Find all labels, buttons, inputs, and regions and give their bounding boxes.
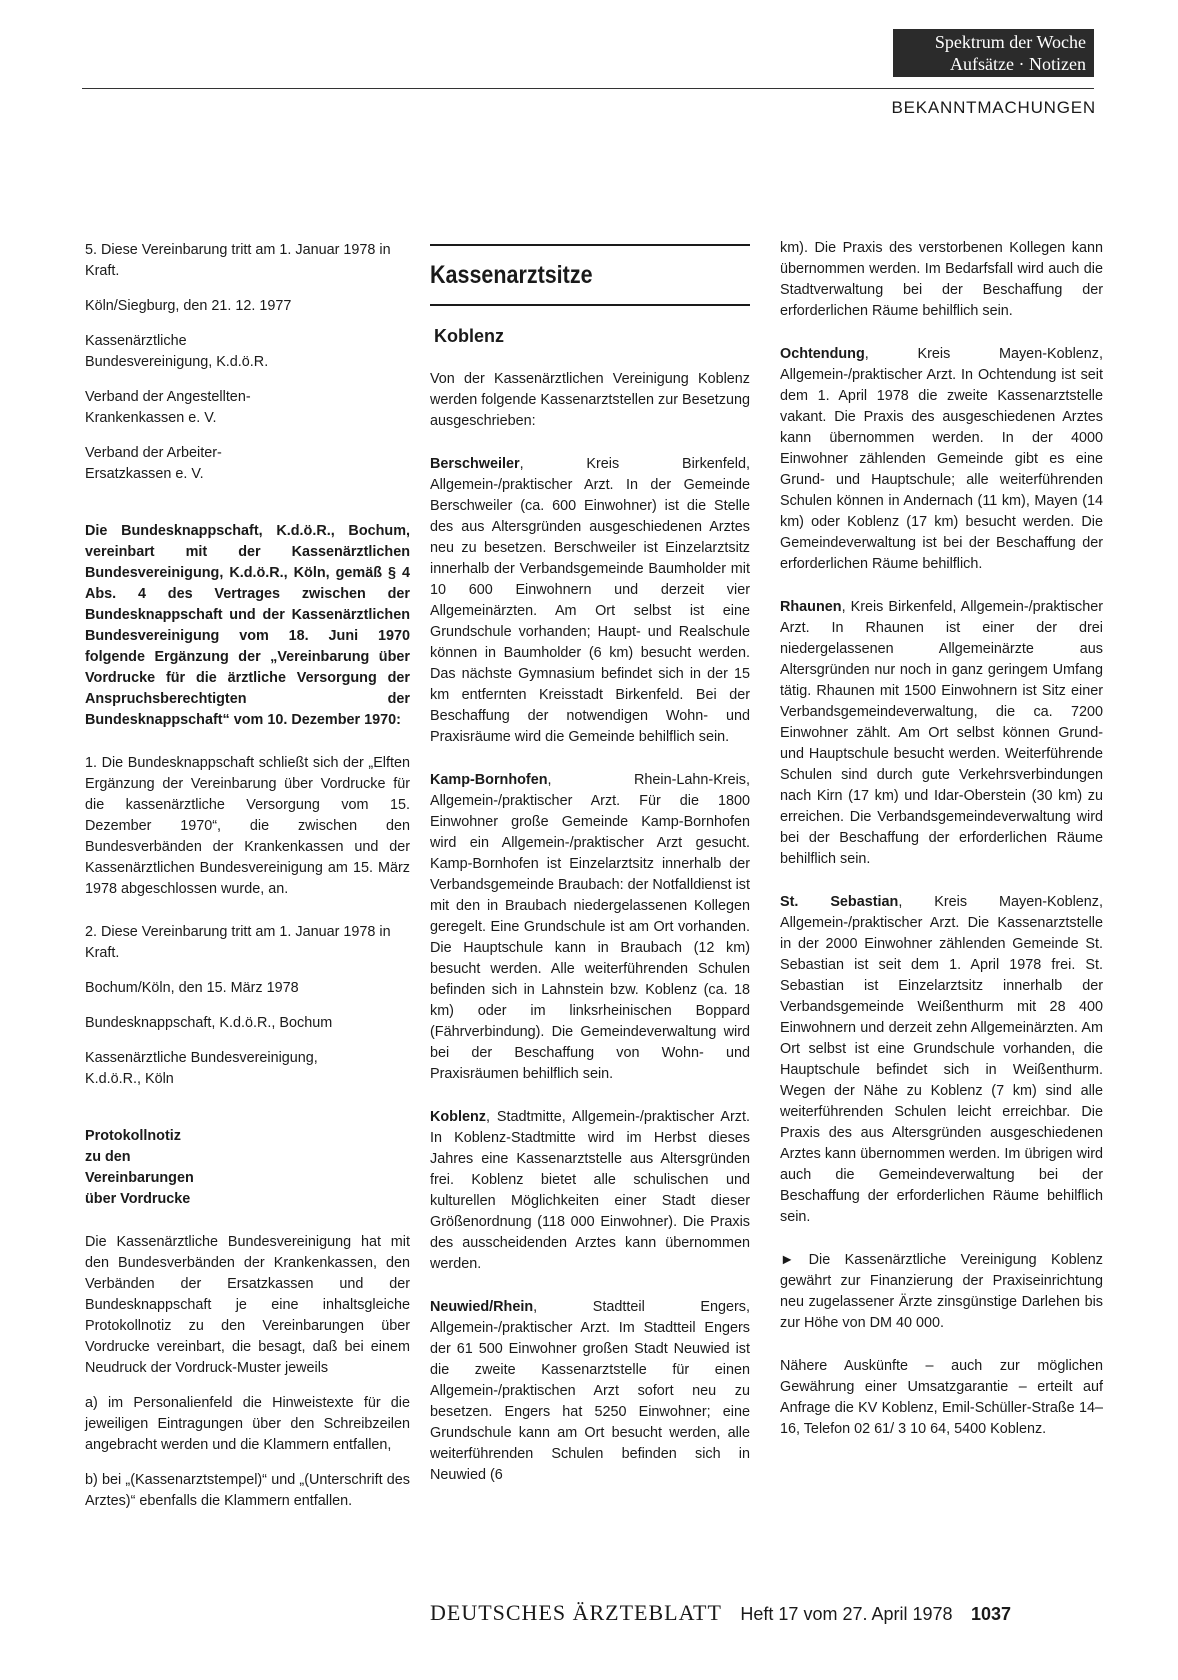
listing-entry xyxy=(780,597,1103,870)
signature-line: Kassenärztliche Bundesvereinigung, xyxy=(85,1050,318,1066)
listing-entry xyxy=(430,1107,750,1275)
place-date: Bochum/Köln, den 15. März 1978 xyxy=(85,980,299,996)
listing-place: Neuwied/Rhein xyxy=(430,1299,534,1315)
heading-line: Protokollnotiz xyxy=(85,1128,181,1144)
heading-line: Vereinbarungen xyxy=(85,1170,194,1186)
listing-entry xyxy=(430,770,750,1085)
note-text: Die Kassenärztliche Vereinigung Koblenz gewährt zur Finanzierung der Praxiseinrichtung neu zugelassener Ärzte zinsgünstige Darlehen bis zur Höhe von DM 40 000. xyxy=(780,1252,1103,1331)
column-left xyxy=(85,240,410,1526)
bold-intro: Die Bundesknappschaft, K.d.ö.R., Bochum, vereinbart mit der Kassenärztlichen Bundesvereinigung, K.d.ö.R., Köln, gemäß § 4 Abs. 4 des Vertrages zwischen der Bundesknappschaft und der Kassenärztlichen Bundesvereinigung vom 18. Juni 1970 folgende Ergänzung der „Vereinbarung über Vordrucke für die ärztliche Versorgung der Anspruchsberechtigten der Bundesknappschaft“ vom 10. Dezember 1970: xyxy=(85,523,410,728)
signatory-line: Verband der Angestellten- xyxy=(85,389,251,405)
listing-place: Berschweiler xyxy=(430,456,520,472)
signature-line: K.d.ö.R., Köln xyxy=(85,1071,174,1087)
signature-line: Bundesknappschaft, K.d.ö.R., Bochum xyxy=(85,1015,333,1031)
listing-text: , Kreis Birkenfeld, Allgemein-/praktischer Arzt. In Rhaunen ist einer der drei niedergelassenen Allgemeinärzte aus Altersgründen nur noch in ganz geringem Umfang tätig. Rhaunen mit 1500 Einwohnern ist Sitz einer Verbandsgemeindeverwaltung, die ca. 7200 Einwohner zählt. Am Ort selbst können Grund- und Hauptschule besucht werden. Weiterführende Schulen sind durch gute Verkehrsverbindungen nach Kirn (17 km) und Idar-Oberstein (30 km) zu erreichen. Die Verbandsgemeindeverwaltung wird bei der Beschaffung der erforderlichen Räume behilflich sein. xyxy=(780,599,1103,867)
signature-block xyxy=(85,1048,410,1090)
paragraph: Köln/Siegburg, den 21. 12. 1977 xyxy=(85,298,292,314)
paragraph: 5. Diese Vereinbarung tritt am 1. Januar 1978 in Kraft. xyxy=(85,242,391,279)
intro-paragraph: Von der Kassenärztlichen Vereinigung Koblenz werden folgende Kassenarztstellen zur Besetzung ausgeschrieben: xyxy=(430,371,750,429)
heading-rule xyxy=(430,304,750,306)
listing-continuation: km). Die Praxis des verstorbenen Kollegen kann übernommen werden. Im Bedarfsfall wird auch die Stadtverwaltung bei der Beschaffung der erforderlichen Räume behilflich sein. xyxy=(780,240,1103,319)
signatory xyxy=(85,443,410,485)
badge-line-1: Spektrum der Woche xyxy=(934,32,1086,52)
heading-line: über Vordrucke xyxy=(85,1191,191,1207)
page-number: 1037 xyxy=(970,1604,1012,1624)
list-item: 1. Die Bundesknappschaft schließt sich der „Elften Ergänzung der Vereinbarung über Vordrucke für die kassenärztliche Versorgung vom 15. Dezember 1970“, die zwischen den Bundesverbänden der Krankenkassen und der Kassenärztlichen Bundesvereinigung am 15. März 1978 abgeschlossen wurde, an. xyxy=(85,755,410,897)
listing-entry xyxy=(780,344,1103,575)
listing-place: St. Sebastian xyxy=(780,894,899,910)
protocol-heading xyxy=(85,1126,410,1210)
issue-info: Heft 17 vom 27. April 1978 xyxy=(740,1604,953,1624)
listing-text: , Stadtteil Engers, Allgemein-/praktischer Arzt. Im Stadtteil Engers der 61 500 Einwohner großen Stadt Neuwied ist die zweite Kassenarztstelle für einen Allgemein-/praktischen Arzt sofort neu zu besetzen. Engers hat 5250 Einwohner; eine Grundschule kann am Ort besucht werden, alle weiterführenden Schulen befinden sich in Neuwied (6 xyxy=(430,1299,750,1483)
contact-info: Nähere Auskünfte – auch zur möglichen Gewährung einer Umsatzgarantie – erteilt auf Anfrage die KV Koblenz, Emil-Schüller-Straße 14–16, Telefon 02 61/ 3 10 64, 5400 Koblenz. xyxy=(780,1358,1103,1437)
signatory-line: Kassenärztliche xyxy=(85,333,187,349)
listing-place: Koblenz xyxy=(430,1109,486,1125)
listing-text: , Kreis Mayen-Koblenz, Allgemein-/praktischer Arzt. In Ochtendung ist seit dem 1. April 1978 die zweite Kassenarztstelle vakant. Die Praxis des ausgeschiedenen Arztes kann übernommen werden. In der 4000 Einwohner zählenden Gemeinde gibt es eine Grund- und Hauptschule; alle weiterführenden Schulen können in Andernach (11 km), Mayen (14 km) oder Koblenz (17 km) besucht werden. Die Gemeindeverwaltung ist bei der Beschaffung der erforderlichen Räume behilflich. xyxy=(780,346,1103,572)
header-rule xyxy=(82,88,1094,89)
section-label: BEKANNTMACHUNGEN xyxy=(891,98,1096,117)
listing-entry xyxy=(780,892,1103,1228)
listing-text: , Kreis Birkenfeld, Allgemein-/praktischer Arzt. In der Gemeinde Berschweiler (ca. 600 Einwohner) ist die Stelle des aus Altersgründen ausgeschiedenen Arztes neu zu besetzen. Berschweiler ist Einzelarztsitz innerhalb der Verbandsgemeinde Baumholder mit 10 600 Einwohnern und derzeit vier Allgemeinärzten. Am Ort selbst ist eine Grundschule vorhanden; Haupt- und Realschule können in Baumholder (6 km) besucht werden. Das nächste Gymnasium befindet sich in der 15 km entfernten Kreisstadt Birkenfeld. Bei der Beschaffung der notwendigen Wohn- und Praxisräume wird die Gemeinde behilflich sein. xyxy=(430,456,750,745)
badge-line-2: Aufsätze · Notizen xyxy=(950,54,1086,74)
heading-line: zu den xyxy=(85,1149,131,1165)
listing-place: Rhaunen xyxy=(780,599,842,615)
signatory-line: Verband der Arbeiter- xyxy=(85,445,222,461)
column-right xyxy=(780,238,1103,1454)
signatory-line: Ersatzkassen e. V. xyxy=(85,466,204,482)
listing-place: Kamp-Bornhofen xyxy=(430,772,548,788)
list-item: a) im Personalienfeld die Hinweistexte für die jeweiligen Eintragungen über den Schreibzeilen angebracht werden und die Klammern entfallen, xyxy=(85,1395,410,1453)
signatory xyxy=(85,331,410,373)
heading-rule xyxy=(430,244,750,246)
financing-note xyxy=(780,1250,1103,1334)
section-badge xyxy=(893,29,1094,77)
list-item: 2. Diese Vereinbarung tritt am 1. Januar 1978 in Kraft. xyxy=(85,924,391,961)
article-title: Kassenarztsitze xyxy=(430,261,593,289)
listing-text: , Rhein-Lahn-Kreis, Allgemein-/praktischer Arzt. Für die 1800 Einwohner große Gemeinde Kamp-Bornhofen wird ein Allgemein-/praktischer Arzt gesucht. Kamp-Bornhofen ist Einzelarztsitz innerhalb der Verbandsgemeinde Braubach: der Notfalldienst ist mit den in Braubach niedergelassenen Kollegen geregelt. Eine Grundschule ist am Ort vorhanden. Die Hauptschule kann in Braubach (12 km) besucht werden. Alle weiterführenden Schulen befinden sich in Lahnstein bzw. Koblenz (ca. 18 km) oder im linksrheinischen Boppard (Fährverbindung). Die Gemeindeverwaltung wird bei der Beschaffung von Wohn- und Praxisräumen behilflich sein. xyxy=(430,772,750,1082)
arrow-icon: ► xyxy=(780,1252,795,1268)
journal-name: DEUTSCHES ÄRZTEBLATT xyxy=(430,1600,722,1625)
column-middle xyxy=(430,240,750,1500)
signatory-line: Krankenkassen e. V. xyxy=(85,410,217,426)
page-footer xyxy=(430,1600,1100,1626)
list-item: b) bei „(Kassenarztstempel)“ und „(Unterschrift des Arztes)“ ebenfalls die Klammern entfallen. xyxy=(85,1472,410,1509)
listing-text: , Kreis Mayen-Koblenz, Allgemein-/praktischer Arzt. Die Kassenarztstelle in der 2000 Einwohner zählenden Gemeinde St. Sebastian ist seit dem 1. April 1978 frei. St. Sebastian ist Einzelarztsitz innerhalb der Verbandsgemeinde Weißenthurm mit 28 400 Einwohnern und derzeit zehn Allgemeinärzten. Am Ort selbst ist eine Grundschule vorhanden, die Hauptschule befindet sich in Weißenthurm. Wegen der Nähe zu Koblenz (7 km) sind alle weiterführenden Schulen leicht erreichbar. Die Praxis des aus Altersgründen ausgeschiedenen Arztes kann übernommen werden. Im übrigen wird auch die Gemeindeverwaltung bei der Beschaffung der erforderlichen Räume behilflich sein. xyxy=(780,894,1103,1225)
paragraph: Die Kassenärztliche Bundesvereinigung hat mit den Bundesverbänden der Krankenkassen, den Verbänden der Ersatzkassen und der Bundesknappschaft je eine inhaltsgleiche Protokollnotiz zu den Vereinbarungen über Vordrucke vereinbart, die besagt, daß bei einem Neudruck der Vordruck-Muster jeweils xyxy=(85,1234,410,1376)
listing-entry xyxy=(430,454,750,748)
region-heading: Koblenz xyxy=(434,326,504,346)
signatory-line: Bundesvereinigung, K.d.ö.R. xyxy=(85,354,269,370)
listing-place: Ochtendung xyxy=(780,346,865,362)
listing-entry xyxy=(430,1297,750,1486)
listing-text: , Stadtmitte, Allgemein-/praktischer Arzt. In Koblenz-Stadtmitte wird im Herbst dieses Jahres eine Kassenarztstelle aus Altersgründen frei. Koblenz bietet alle schulischen und kulturellen Möglichkeiten einer Stadt dieser Größenordnung (118 000 Einwohner). Die Praxis des ausscheidenden Arztes kann übernommen werden. xyxy=(430,1109,750,1272)
signatory xyxy=(85,387,410,429)
